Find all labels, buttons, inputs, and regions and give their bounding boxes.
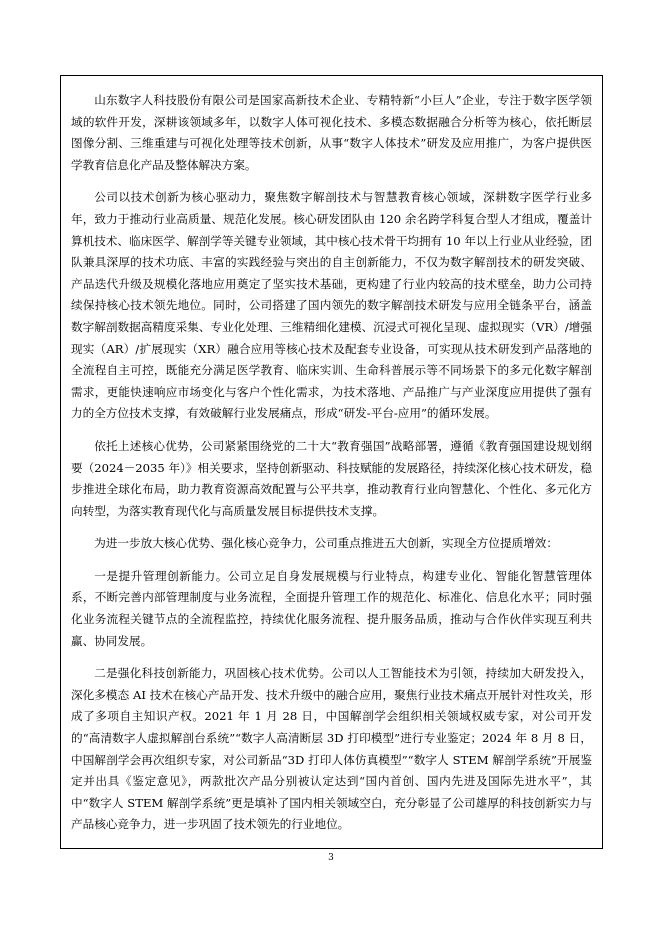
- page-number: 3: [328, 853, 334, 863]
- paragraph-company-intro: 山东数字人科技股份有限公司是国家高新技术企业、专精特新“小巨人”企业，专注于数字医学领域的软件开发，深耕该领域多年，以数字人体可视化技术、多模态数据融合分析等为核心，依托断层图像分割、三维重建与可视化处理等技术创新，从事“数字人体技术”研发及应用推广，为客户提供医学教育信息化产品及整体解决方案。: [71, 93, 592, 172]
- paragraph-management-innovation: 一是提升管理创新能力。公司立足自身发展规模与行业特点，构建专业化、智能化智慧管理体系，不断完善内部管理制度与业务流程，全面提升管理工作的规范化、标准化、信息化水平；同时强化业务流程关键节点的全流程监控，持续优化服务流程、提升服务品质，推动与合作伙伴实现互利共赢、协同发展。: [71, 568, 592, 648]
- text-frame: [60, 75, 603, 849]
- paragraph-five-innovations: 为进一步放大核心优势、强化核心竞争力，公司重点推进五大创新，实现全方位提质增效：: [94, 536, 558, 551]
- paragraph-technology-innovation: 公司以技术创新为核心驱动力，聚焦数字解剖技术与智慧教育核心领域，深耕数字医学行业多年，致力于推动行业高质量、规范化发展。核心研发团队由 120 余名跨学科复合型人才组成，覆盖计算机技术、临床医学、解剖学等关键专业领域，其中核心技术骨干均拥有 10 年以上行业从业经验，团队兼具深厚的技术功底、丰富的实践经验与突出的自主创新能力，不仅为数字解剖技术的研发突破、产品迭代升级及规模化落地应用奠定了坚实技术基础，更构建了行业内较高的技术壁垒，助力公司持续保持核心技术领先地位。同时，公司搭建了国内领先的数字解剖技术研发与应用全链条平台，涵盖数字解剖数据高精度采集、专业化处理、三维精细化建模、沉浸式可视化呈现、虚拟现实（VR）/增强现实（AR）/扩展现实（XR）融合应用等核心技术及配套专业设备，可实现从技术研发到产品落地的全流程自主可控，既能充分满足医学教育、临床实训、生命科普展示等不同场景下的多元化数字解剖需求，更能快速响应市场变化与客户个性化需求，为技术落地、产品推广与产业深度应用提供了强有力的全方位技术支撑，有效破解行业发展痛点，形成“研发-平台-应用”的循环发展。: [71, 190, 592, 421]
- paragraph-education-strategy: 依托上述核心优势，公司紧紧围绕党的二十大“教育强国”战略部署，遵循《教育强国建设规划纲要（2024－2035 年）》相关要求，坚持创新驱动、科技赋能的发展路径，持续深化核心技术研发，稳步推进全球化布局，助力教育资源高效配置与公平共享，推动教育行业向智慧化、个性化、多元化方向转型，为落实教育现代化与高质量发展目标提供技术支撑。: [71, 438, 592, 518]
- paragraph-tech-innovation-capability: 二是强化科技创新能力，巩固核心技术优势。公司以人工智能技术为引领，持续加大研发投入，深化多模态 AI 技术在核心产品开发、技术升级中的融合应用，聚焦行业技术痛点开展针对性攻关，形成了多项自主知识产权。2021 年 1 月 28 日，中国解剖学会组织相关领域权威专家，对公司开发的“高清数字人虚拟解剖台系统”“数字人高清断层 3D 打印模型”进行专业鉴定；2024 年 8 月 8 日，中国解剖学会再次组织专家，对公司新品“3D 打印人体仿真模型”“数字人 STEM 解剖学系统”开展鉴定并出具《鉴定意见》，两款批次产品分别被认定达到“国内首创、国内先进及国际先进水平”，其中“数字人 STEM 解剖学系统”更是填补了国内相关领域空白，充分彰显了公司雄厚的科技创新实力与产品核心竞争力，进一步巩固了技术领先的行业地位。: [71, 666, 592, 832]
